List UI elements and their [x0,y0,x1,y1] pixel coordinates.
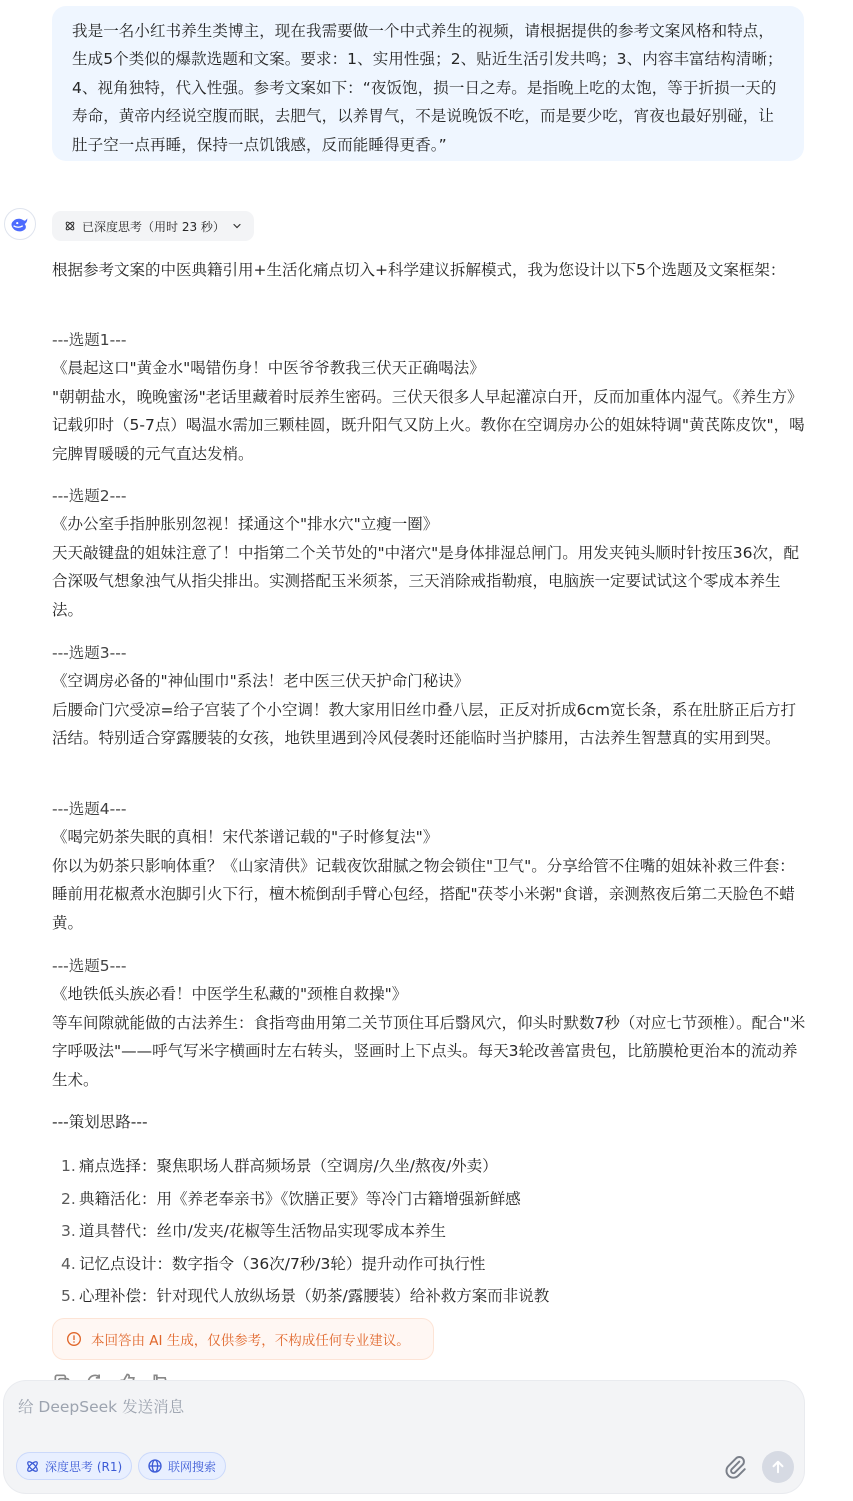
topic-block-4 [52,795,808,937]
topic-body: 天天敲键盘的姐妹注意了！中指第二个关节处的"中渚穴"是身体排湿总闸门。用发夹钝头顺时针按压36次，配合深吸气想象浊气从指尖排出。实测搭配玉米须茶，三天消除戒指勒痕，电脑族一定要试试这个零成本养生法。 [52,543,799,619]
disclaimer-text: 本回答由 AI 生成，仅供参考，不构成任何专业建议。 [91,1333,410,1349]
arrow-up-icon [769,1458,787,1476]
list-item: 3. 道具替代：丝巾/发夹/花椒等生活物品实现零成本养生 [61,1222,446,1240]
topic-divider: ---选题4--- [52,800,127,818]
assistant-avatar [4,208,36,240]
web-search-button[interactable] [138,1452,226,1480]
atom-icon [64,220,76,232]
web-search-label: 联网搜索 [168,1459,217,1474]
message-input[interactable]: 给 DeepSeek 发送消息 [18,1398,185,1416]
topic-body: 等车间隙就能做的古法养生：食指弯曲用第二关节顶住耳后翳风穴，仰头时默数7秒（对应七节颈椎）。配合"米字呼吸法"——呼气写米字横画时左右转头，竖画时上下点头。每天3轮改善富贵包，比筋膜枪更治本的流动养生术。 [52,1013,806,1089]
list-item: 2. 典籍活化：用《养老奉亲书》《饮膳正要》等冷门古籍增强新鲜感 [61,1189,521,1208]
info-circle-icon [66,1331,82,1347]
topic-block-3 [52,639,808,753]
topic-block-2 [52,482,808,624]
send-button[interactable] [762,1451,794,1483]
topic-block-1 [52,326,808,468]
globe-icon [147,1458,163,1474]
plan-divider: ---策划思路--- [52,1113,148,1131]
user-message-bubble [52,6,804,161]
chevron-down-icon [231,220,243,232]
ai-disclaimer [52,1318,434,1360]
thinking-label: 已深度思考（用时 23 秒） [82,219,225,234]
topic-title: 《空调房必备的"神仙围巾"系法！老中医三伏天护命门秘诀》 [52,672,470,691]
topic-divider: ---选题1--- [52,331,127,349]
topic-divider: ---选题2--- [52,487,127,505]
atom-icon [25,1459,40,1474]
topic-divider: ---选题5--- [52,957,127,975]
list-item: 4. 记忆点设计：数字指令（36次/7秒/3轮）提升动作可执行性 [61,1254,486,1273]
thinking-toggle-button[interactable] [52,211,254,241]
topic-divider: ---选题3--- [52,644,127,662]
message-composer [4,1381,804,1493]
deepseek-whale-icon [9,213,31,235]
deep-think-label: 深度思考 (R1) [45,1459,123,1474]
attach-button[interactable] [722,1454,748,1480]
topic-title: 《晨起这口"黄金水"喝错伤身！中医爷爷教我三伏天正确喝法》 [52,359,485,378]
topic-body: 你以为奶茶只影响体重？《山家清供》记载夜饮甜腻之物会锁住"卫气"。分享给管不住嘴的姐妹补救三件套：睡前用花椒煮水泡脚引火下行，檀木梳倒刮手臂心包经，搭配"茯苓小米粥"食谱，亲测熬夜后第二天脸色不蜡黄。 [52,856,795,932]
topic-title: 《办公室手指肿胀别忽视！揉通这个"排水穴"立瘦一圈》 [52,515,439,534]
paperclip-icon [722,1454,748,1480]
plan-list [52,1152,792,1315]
list-item: 5. 心理补偿：针对现代人放纵场景（奶茶/露腰装）给补救方案而非说教 [61,1287,550,1305]
topic-block-5 [52,952,808,1094]
topic-title: 《地铁低头族必看！中医学生私藏的"颈椎自救操"》 [52,985,408,1004]
topic-body: "朝朝盐水，晚晚蜜汤"老话里藏着时辰养生密码。三伏天很多人早起灌凉白开，反而加重体内湿气。《养生方》记载卯时（5-7点）喝温水需加三颗桂圆，既升阳气又防上火。教你在空调房办公的姐妹特调"黄芪陈皮饮"，喝完脾胃暖暖的元气直达发梢。 [52,387,805,463]
topic-body: 后腰命门穴受凉=给子宫装了个小空调！教大家用旧丝巾叠八层，正反对折成6cm宽长条，系在肚脐正后方打活结。特别适合穿露腰装的女孩，地铁里遇到冷风侵袭时还能临时当护膝用，古法养生智慧真的实用到哭。 [52,700,796,748]
answer-intro: 根据参考文案的中医典籍引用+生活化痛点切入+科学建议拆解模式，我为您设计以下5个选题及文案框架： [52,261,786,279]
list-item: 1. 痛点选择：聚焦职场人群高频场景（空调房/久坐/熬夜/外卖） [61,1157,498,1175]
user-message-text: 我是一名小红书养生类博主，现在我需要做一个中式养生的视频，请根据提供的参考文案风格和特点，生成5个类似的爆款选题和文案。要求：1、实用性强；2、贴近生活引发共鸣；3、内容丰富结构清晰；4、视角独特，代入性强。参考文案如下：“夜饭饱，损一日之寿。是指晚上吃的太饱，等于折损一天的寿命，黄帝内经说空腹而眠，去肥气，以养胃气，不是说晚饭不吃，而是要少吃，宵夜也最好别碰，让肚子空一点再睡，保持一点饥饿感，反而能睡得更香。” [72,22,783,154]
topic-title: 《喝完奶茶失眠的真相！宋代茶谱记载的"子时修复法"》 [52,828,439,847]
deep-think-button[interactable] [16,1452,132,1480]
